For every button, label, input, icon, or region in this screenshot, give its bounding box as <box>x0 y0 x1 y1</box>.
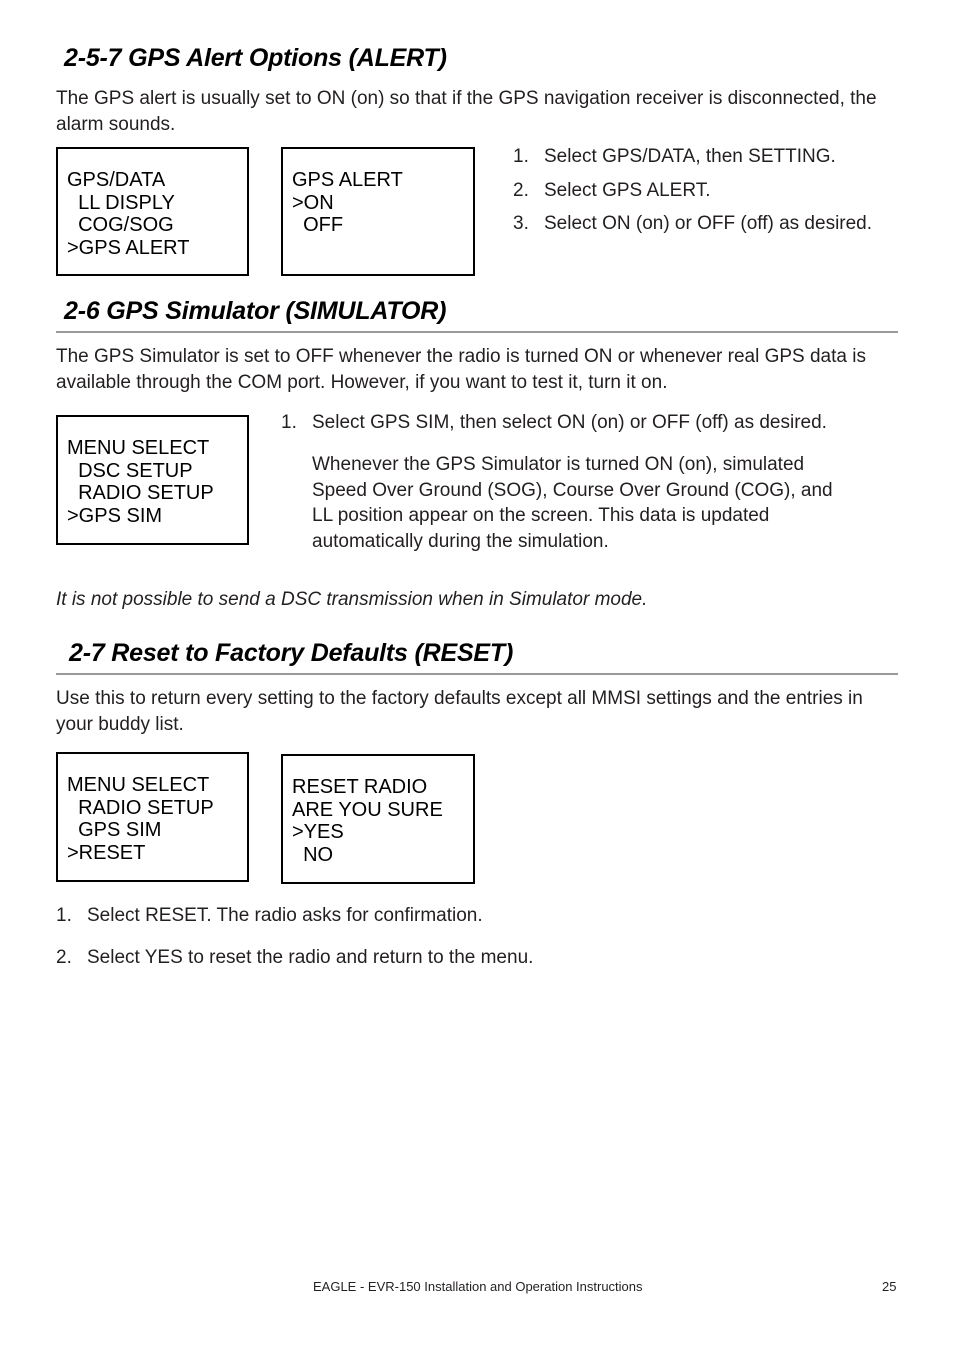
lcd-line: GPS SIM <box>67 819 162 841</box>
step-number: 2. <box>513 180 529 201</box>
footer-title: EAGLE - EVR-150 Installation and Operation Instructions <box>313 1279 643 1294</box>
lcd-screen-gps-data-menu <box>56 147 249 276</box>
list-item-step <box>513 146 836 168</box>
list-item-step <box>513 180 711 202</box>
lcd-line: RADIO SETUP <box>67 796 214 819</box>
paragraph-reset-intro: Use this to return every setting to the factory defaults except all MMSI settings and the entries in your buddy list. <box>56 688 863 735</box>
lcd-line: ARE YOU SURE <box>292 798 443 821</box>
paragraph-simulator-note: Whenever the GPS Simulator is turned ON (on), simulated Speed Over Ground (SOG), Course Over Ground (COG), and LL position appear on the screen. This data is updated automatically during the simulation. <box>312 454 833 552</box>
lcd-line: RESET RADIO <box>292 776 428 798</box>
step-number: 3. <box>513 213 529 234</box>
lcd-screen-gps-alert <box>281 147 475 276</box>
section-divider <box>56 673 898 675</box>
lcd-line: RADIO SETUP <box>67 482 214 504</box>
lcd-screen-menu-select-gps-sim <box>56 415 249 545</box>
heading-gps-alert: 2-5-7 GPS Alert Options (ALERT) <box>64 44 447 72</box>
step-text: Select RESET. The radio asks for confirmation. <box>87 905 483 926</box>
list-item-step <box>56 905 483 927</box>
lcd-line: >YES <box>292 821 344 843</box>
section-divider <box>56 331 898 333</box>
lcd-line: >ON <box>292 191 334 214</box>
paragraph-gps-simulator-intro: The GPS Simulator is set to OFF whenever the radio is turned ON or whenever real GPS data is available through the COM port. However, if you want to test it, turn it on. <box>56 346 866 393</box>
lcd-line: COG/SOG <box>67 214 174 236</box>
lcd-line: LL DISPLY <box>67 191 175 214</box>
lcd-line: DSC SETUP <box>67 459 193 482</box>
paragraph-gps-alert-intro: The GPS alert is usually set to ON (on) so that if the GPS navigation receiver is disconnected, the alarm sounds. <box>56 88 877 135</box>
list-item-step <box>56 947 533 969</box>
lcd-line: >GPS ALERT <box>67 236 190 259</box>
list-item-step <box>281 412 827 434</box>
step-text: Select GPS SIM, then select ON (on) or OFF (off) as desired. <box>312 412 827 433</box>
step-number: 2. <box>56 947 72 968</box>
lcd-line: OFF <box>292 214 344 236</box>
lcd-line: GPS/DATA <box>67 169 166 191</box>
lcd-screen-menu-select-reset <box>56 752 249 882</box>
lcd-line: >GPS SIM <box>67 504 163 527</box>
caution-note: It is not possible to send a DSC transmission when in Simulator mode. <box>56 589 648 610</box>
lcd-line: >RESET <box>67 841 146 864</box>
step-text: Select GPS/DATA, then SETTING. <box>544 146 836 167</box>
step-text: Select YES to reset the radio and return to the menu. <box>87 947 534 968</box>
step-text: Select GPS ALERT. <box>544 180 711 201</box>
lcd-line: GPS ALERT <box>292 169 403 191</box>
step-number: 1. <box>281 412 297 433</box>
step-number: 1. <box>56 905 72 926</box>
page-number: 25 <box>882 1279 897 1294</box>
heading-gps-simulator: 2-6 GPS Simulator (SIMULATOR) <box>64 297 447 325</box>
heading-reset: 2-7 Reset to Factory Defaults (RESET) <box>69 639 514 667</box>
lcd-line: NO <box>292 843 334 866</box>
lcd-line: MENU SELECT <box>67 437 210 459</box>
step-number: 1. <box>513 146 529 167</box>
lcd-screen-reset-confirm <box>281 754 475 884</box>
step-text: Select ON (on) or OFF (off) as desired. <box>544 213 873 234</box>
list-item-step <box>513 213 872 235</box>
lcd-line: MENU SELECT <box>67 774 210 796</box>
